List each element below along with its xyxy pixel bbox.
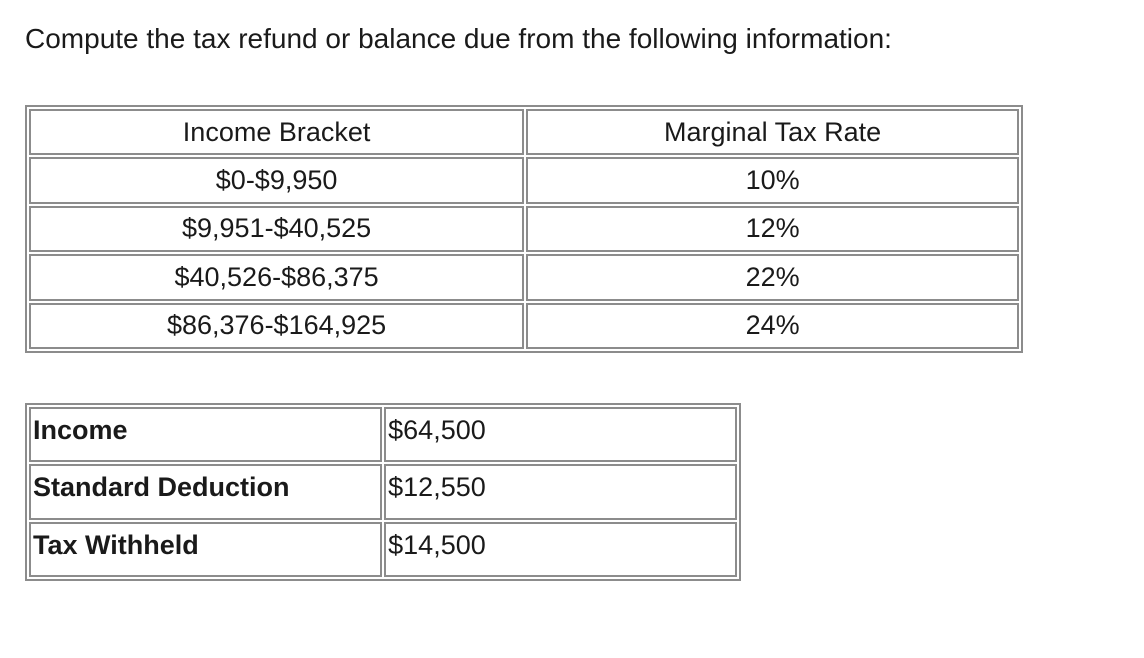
income-bracket-cell: $86,376-$164,925 (29, 303, 524, 349)
taxpayer-info-table (25, 403, 741, 581)
table-row (29, 303, 1019, 349)
income-bracket-cell: $40,526-$86,375 (29, 254, 524, 300)
table-row (29, 206, 1019, 252)
table-row (29, 157, 1019, 203)
tax-bracket-table (25, 105, 1023, 353)
tax-rate-cell: 22% (526, 254, 1019, 300)
tax-withheld-value: $14,500 (384, 522, 737, 577)
income-label: Income (29, 407, 382, 462)
table-row (29, 254, 1019, 300)
tax-rate-cell: 12% (526, 206, 1019, 252)
table-row (29, 407, 737, 462)
standard-deduction-value: $12,550 (384, 464, 737, 519)
table-header-row (29, 109, 1019, 155)
table-row (29, 522, 737, 577)
table-row (29, 464, 737, 519)
tax-withheld-label: Tax Withheld (29, 522, 382, 577)
tax-rate-cell: 24% (526, 303, 1019, 349)
standard-deduction-label: Standard Deduction (29, 464, 382, 519)
income-value: $64,500 (384, 407, 737, 462)
header-income-bracket: Income Bracket (29, 109, 524, 155)
question-text: Compute the tax refund or balance due from the following information: (25, 23, 892, 54)
tax-rate-cell: 10% (526, 157, 1019, 203)
income-bracket-cell: $9,951-$40,525 (29, 206, 524, 252)
header-marginal-tax-rate: Marginal Tax Rate (526, 109, 1019, 155)
income-bracket-cell: $0-$9,950 (29, 157, 524, 203)
